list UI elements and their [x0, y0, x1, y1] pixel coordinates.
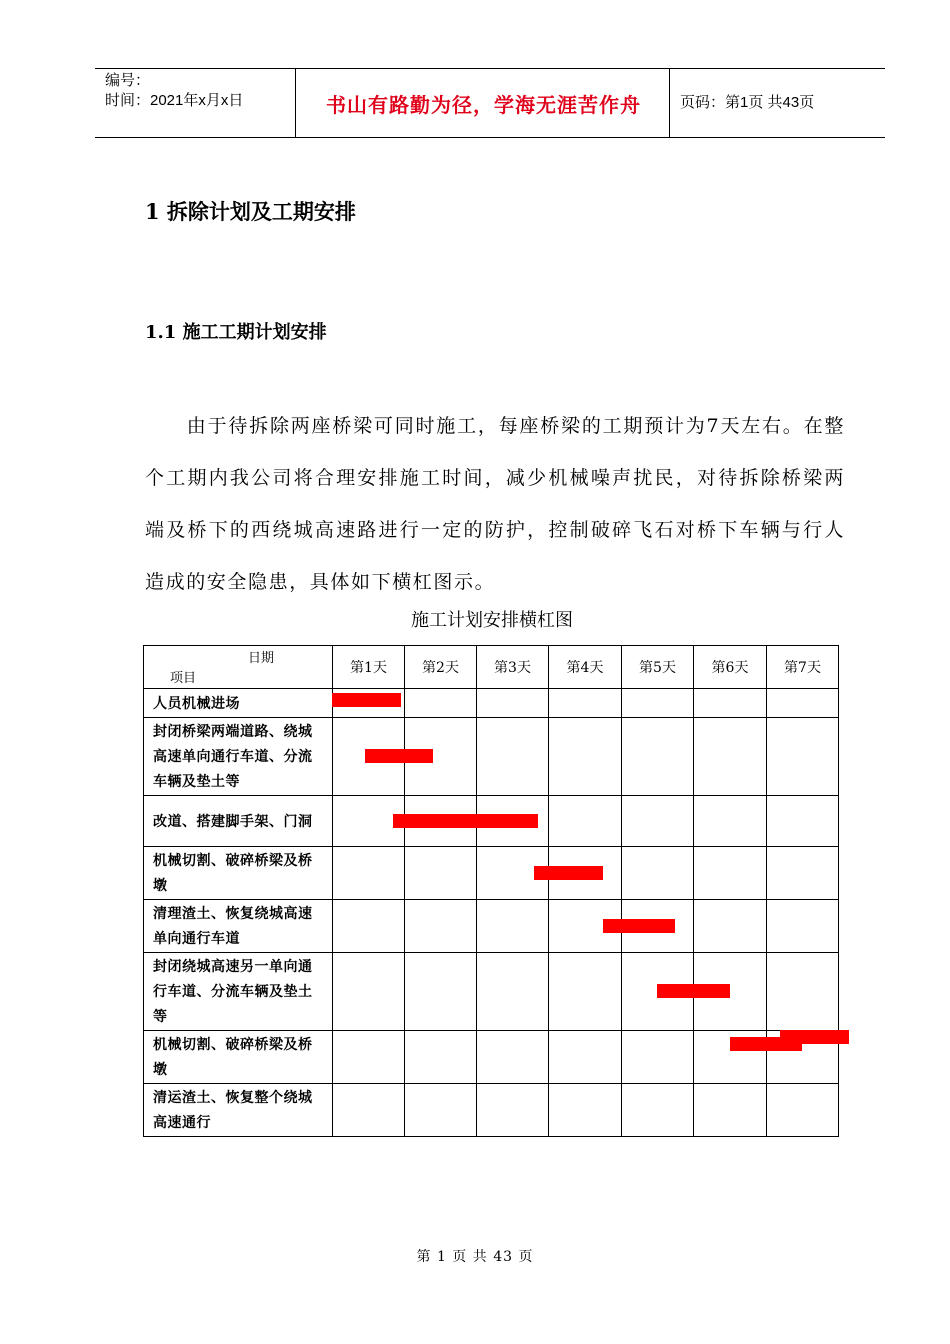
gantt-task-name: 机械切割、破碎桥梁及桥墩	[144, 1031, 333, 1084]
gantt-cell	[333, 1084, 405, 1137]
gantt-day-header: 第6天	[694, 646, 767, 689]
gantt-cell	[767, 689, 839, 718]
gantt-cell	[549, 689, 622, 718]
gantt-cell	[622, 718, 694, 796]
header-meta	[105, 71, 243, 111]
gantt-cell	[549, 718, 622, 796]
gantt-cell	[477, 1031, 549, 1084]
gantt-cell	[694, 1084, 767, 1137]
gantt-cell	[767, 953, 839, 1031]
gantt-task-name: 封闭绕城高速另一单向通行车道、分流车辆及垫土等	[144, 953, 333, 1031]
header-divider	[295, 69, 296, 137]
gantt-bar	[603, 919, 675, 933]
gantt-task-row	[144, 900, 839, 953]
gantt-bar	[657, 984, 729, 998]
gantt-cell	[549, 1084, 622, 1137]
gantt-corner-cell	[144, 646, 333, 689]
gantt-cell	[767, 718, 839, 796]
gantt-task-name: 人员机械进场	[144, 689, 333, 718]
gantt-bar	[534, 866, 603, 880]
gantt-cell	[622, 1084, 694, 1137]
gantt-cell	[767, 796, 839, 847]
gantt-cell	[694, 796, 767, 847]
heading-2: 1.1 施工工期计划安排	[145, 322, 327, 343]
gantt-table	[143, 645, 839, 1137]
gantt-task-name: 封闭桥梁两端道路、绕城高速单向通行车道、分流车辆及垫土等	[144, 718, 333, 796]
gantt-cell	[477, 718, 549, 796]
gantt-bar	[393, 814, 538, 828]
gantt-cell	[694, 847, 767, 900]
gantt-cell	[694, 689, 767, 718]
gantt-bar	[780, 1030, 849, 1044]
page-header	[95, 68, 885, 138]
gantt-cell	[405, 689, 477, 718]
gantt-cell	[477, 900, 549, 953]
gantt-task-name: 机械切割、破碎桥梁及桥墩	[144, 847, 333, 900]
gantt-day-header: 第3天	[477, 646, 549, 689]
gantt-header-row	[144, 646, 839, 689]
body-paragraph	[145, 400, 845, 608]
gantt-bar	[365, 749, 434, 763]
gantt-cell	[767, 847, 839, 900]
gantt-cell	[477, 1084, 549, 1137]
gantt-cell	[333, 953, 405, 1031]
paragraph-text: 由于待拆除两座桥梁可同时施工，每座桥梁的工期预计为7天左右。在整个工期内我公司将合理安排施工时间，减少机械噪声扰民，对待拆除桥梁两端及桥下的西绕城高速路进行一定的防护，控制破碎飞石对桥下车辆与行人造成的安全隐患，具体如下横杠图示。	[145, 415, 845, 593]
page-footer: 第 1 页 共 43 页	[416, 1249, 534, 1265]
gantt-cell	[622, 796, 694, 847]
gantt-cell	[333, 1031, 405, 1084]
gantt-cell	[549, 1031, 622, 1084]
gantt-cell	[549, 796, 622, 847]
gantt-cell	[333, 900, 405, 953]
gantt-cell	[622, 689, 694, 718]
gantt-cell	[767, 1084, 839, 1137]
gantt-day-header: 第7天	[767, 646, 839, 689]
gantt-task-name: 清理渣土、恢复绕城高速单向通行车道	[144, 900, 333, 953]
chart-caption: 施工计划安排横杠图	[411, 610, 573, 631]
gantt-cell	[694, 900, 767, 953]
corner-item-label: 项目	[170, 671, 197, 686]
gantt-cell	[405, 900, 477, 953]
header-page-label: 页码：第1页 共43页	[680, 94, 815, 111]
gantt-day-header: 第2天	[405, 646, 477, 689]
corner-date-label: 日期	[248, 651, 275, 666]
gantt-cell	[405, 847, 477, 900]
gantt-cell	[694, 718, 767, 796]
gantt-bar	[332, 693, 401, 707]
gantt-task-row	[144, 953, 839, 1031]
gantt-day-header: 第5天	[622, 646, 694, 689]
gantt-cell	[405, 1031, 477, 1084]
gantt-task-row	[144, 689, 839, 718]
gantt-cell	[477, 953, 549, 1031]
gantt-cell	[622, 1031, 694, 1084]
gantt-cell	[405, 1084, 477, 1137]
gantt-cell	[622, 847, 694, 900]
gantt-task-row	[144, 847, 839, 900]
gantt-cell	[333, 847, 405, 900]
gantt-task-name: 改道、搭建脚手架、门洞	[144, 796, 333, 847]
gantt-task-row	[144, 1084, 839, 1137]
time-label: 时间：2021年x月x日	[105, 92, 244, 109]
gantt-day-header: 第4天	[549, 646, 622, 689]
heading-1: 1 拆除计划及工期安排	[145, 199, 356, 224]
number-label: 编号：	[105, 72, 151, 89]
gantt-cell	[767, 900, 839, 953]
header-motto: 书山有路勤为径，学海无涯苦作舟	[326, 95, 641, 117]
gantt-task-name: 清运渣土、恢复整个绕城高速通行	[144, 1084, 333, 1137]
gantt-task-row	[144, 718, 839, 796]
gantt-cell	[477, 689, 549, 718]
gantt-cell	[549, 953, 622, 1031]
gantt-cell	[405, 953, 477, 1031]
gantt-day-header: 第1天	[333, 646, 405, 689]
